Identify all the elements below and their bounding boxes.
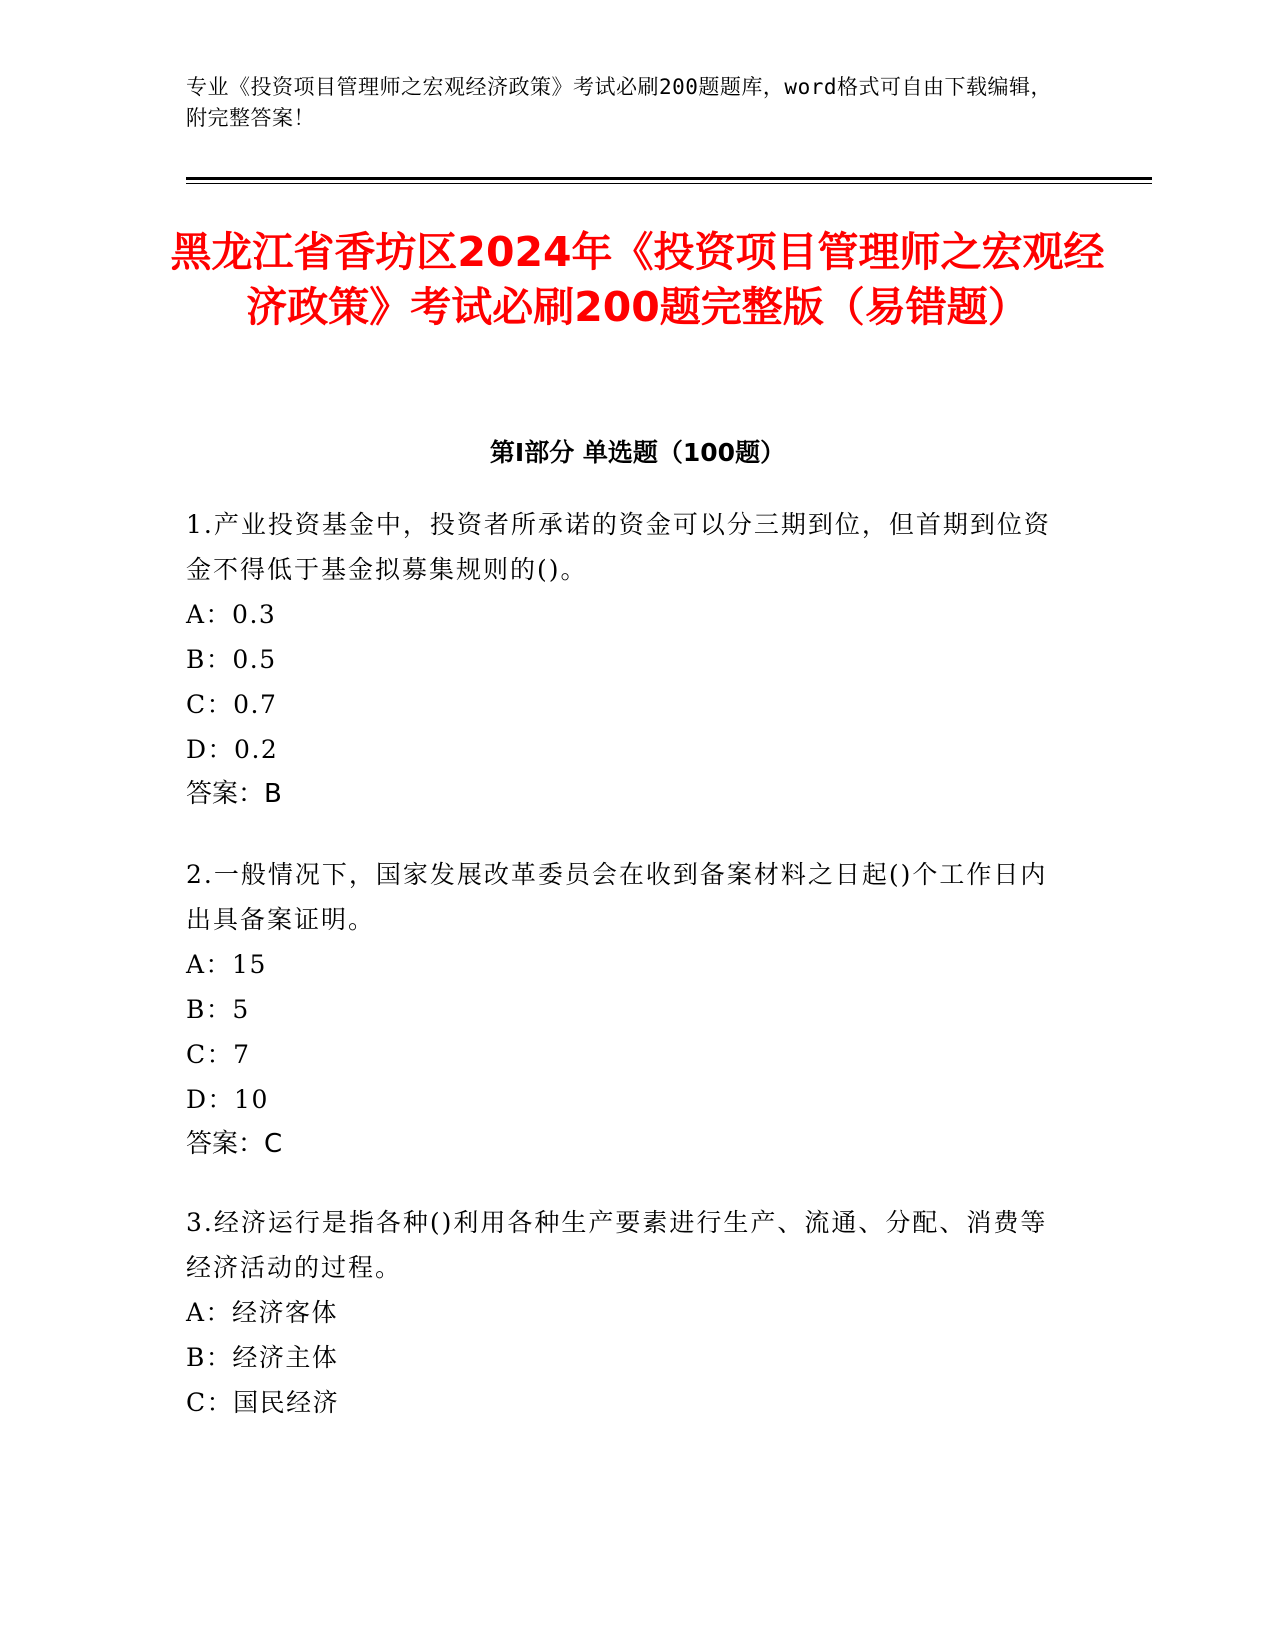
header-note: 专业《投资项目管理师之宏观经济政策》考试必刷200题题库，word格式可自由下载编辑，附完整答案！ bbox=[186, 75, 1052, 130]
option-b: B：0.5 bbox=[186, 645, 277, 674]
option-c: C：0.7 bbox=[186, 690, 278, 719]
option-a: A：15 bbox=[186, 950, 267, 979]
section-heading: 第Ⅰ部分 单选题（100题） bbox=[489, 438, 786, 467]
option-c: C：国民经济 bbox=[186, 1388, 340, 1417]
option-a: A：0.3 bbox=[186, 600, 277, 629]
option-b: B：经济主体 bbox=[186, 1343, 339, 1372]
question-1 bbox=[186, 502, 1066, 817]
question-3 bbox=[186, 1200, 1066, 1425]
question-stem: 2.一般情况下，国家发展改革委员会在收到备案材料之日起()个工作日内出具备案证明。 bbox=[186, 860, 1048, 934]
question-stem: 1.产业投资基金中，投资者所承诺的资金可以分三期到位，但首期到位资金不得低于基金拟募集规则的()。 bbox=[186, 510, 1051, 584]
option-b: B：5 bbox=[186, 995, 250, 1024]
question-stem: 3.经济运行是指各种()利用各种生产要素进行生产、流通、分配、消费等经济活动的过程。 bbox=[186, 1208, 1048, 1282]
answer: 答案：C bbox=[186, 1129, 283, 1159]
header-rule-thin bbox=[186, 183, 1152, 184]
question-2 bbox=[186, 852, 1066, 1167]
option-c: C：7 bbox=[186, 1040, 251, 1069]
option-d: D：10 bbox=[186, 1085, 269, 1114]
option-d: D：0.2 bbox=[186, 735, 279, 764]
answer: 答案：B bbox=[186, 779, 282, 809]
document-title: 黑龙江省香坊区2024年《投资项目管理师之宏观经济政策》考试必刷200题完整版（易错题） bbox=[170, 228, 1105, 331]
header-rule-thick bbox=[186, 177, 1152, 180]
option-a: A：经济客体 bbox=[186, 1298, 339, 1327]
